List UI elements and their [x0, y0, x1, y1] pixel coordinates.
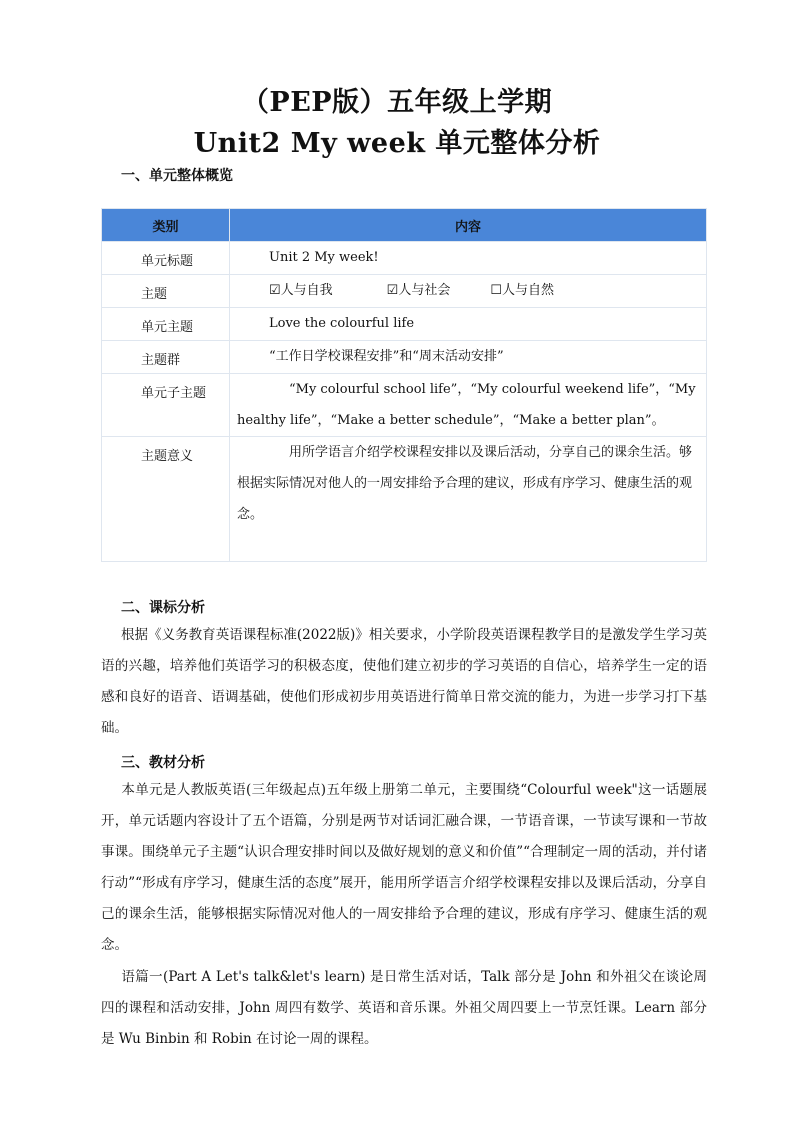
overview-table: [101, 208, 707, 562]
paragraph-textbook: [101, 775, 707, 961]
row-content-wrap: [230, 374, 707, 437]
row-content: Love the colourful life: [230, 308, 707, 341]
section-heading-textbook: 三、教材分析: [121, 755, 205, 771]
row-category: 主题: [102, 275, 230, 308]
row-category: 主题群: [102, 341, 230, 374]
document-title: （PEP版）五年级上学期: [241, 87, 553, 118]
row-content: “工作日学校课程安排”和“周末活动安排”: [230, 341, 707, 374]
table-header-category: 类别: [102, 209, 230, 242]
table-row: [102, 242, 707, 275]
table-row: [102, 308, 707, 341]
paragraph-text: 语篇一(Part A Let's talk&let's learn) 是日常生活对话，Talk 部分是 John 和外祖父在谈论周四的课程和活动安排，John 周四有数学、英语和音乐课。外祖父周四要上一节烹饪课。Learn 部分是 Wu Binbin 和 Robin 在讨论一周的课程。: [101, 969, 707, 1047]
row-category: 单元标题: [102, 242, 230, 275]
document-subtitle: Unit2 My week 单元整体分析: [193, 128, 601, 159]
row-category: 单元主题: [102, 308, 230, 341]
table-row: [102, 341, 707, 374]
row-category: 单元子主题: [102, 374, 230, 437]
section-heading-overview: 一、单元整体概览: [121, 168, 233, 184]
paragraph-curriculum: [101, 620, 707, 744]
table-row: [102, 275, 707, 308]
table-header-content: 内容: [230, 209, 707, 242]
table-row: [102, 374, 707, 437]
section-heading-curriculum: 二、课标分析: [121, 600, 205, 616]
row-content: Unit 2 My week!: [230, 242, 707, 275]
row-content: “My colourful school life”，“My colourful weekend life”，“My healthy life”，“Make a better schedule”，“Make a better plan”。: [237, 382, 696, 428]
option-label: 人与自然: [502, 283, 555, 298]
theme-options: [230, 275, 707, 308]
unchecked-box-icon: ☐: [490, 283, 502, 298]
checked-box-icon: ☑: [386, 283, 399, 298]
paragraph-text: 根据《义务教育英语课程标准(2022版)》相关要求，小学阶段英语课程教学目的是激发学生学习英语的兴趣，培养他们英语学习的积极态度，使他们建立初步的学习英语的自信心，培养学生一定的语感和良好的语音、语调基础，使他们形成初步用英语进行简单日常交流的能力，为进一步学习打下基础。: [101, 627, 707, 736]
option-label: 人与自我: [280, 283, 333, 298]
paragraph-discourse-one: [101, 962, 707, 1055]
checked-box-icon: ☑: [269, 283, 281, 298]
row-content-wrap: [230, 437, 707, 562]
option-label: 人与社会: [398, 283, 451, 298]
row-category: 主题意义: [102, 437, 230, 562]
row-content: 用所学语言介绍学校课程安排以及课后活动，分享自己的课余生活。够根据实际情况对他人的一周安排给予合理的建议，形成有序学习、健康生活的观念。: [237, 445, 693, 522]
paragraph-text: 本单元是人教版英语(三年级起点)五年级上册第二单元，主要围绕“Colourful week"这一话题展开，单元话题内容设计了五个语篇，分别是两节对话词汇融合课，一节语音课，一节读写课和一节故事课。围绕单元子主题“认识合理安排时间以及做好规划的意义和价值”“合理制定一周的活动，并付诸行动”“形成有序学习，健康生活的态度”展开，能用所学语言介绍学校课程安排以及课后活动，分享自己的课余生活，能够根据实际情况对他人的一周安排给予合理的建议，形成有序学习、健康生活的观念。: [101, 782, 707, 953]
table-row: [102, 437, 707, 562]
